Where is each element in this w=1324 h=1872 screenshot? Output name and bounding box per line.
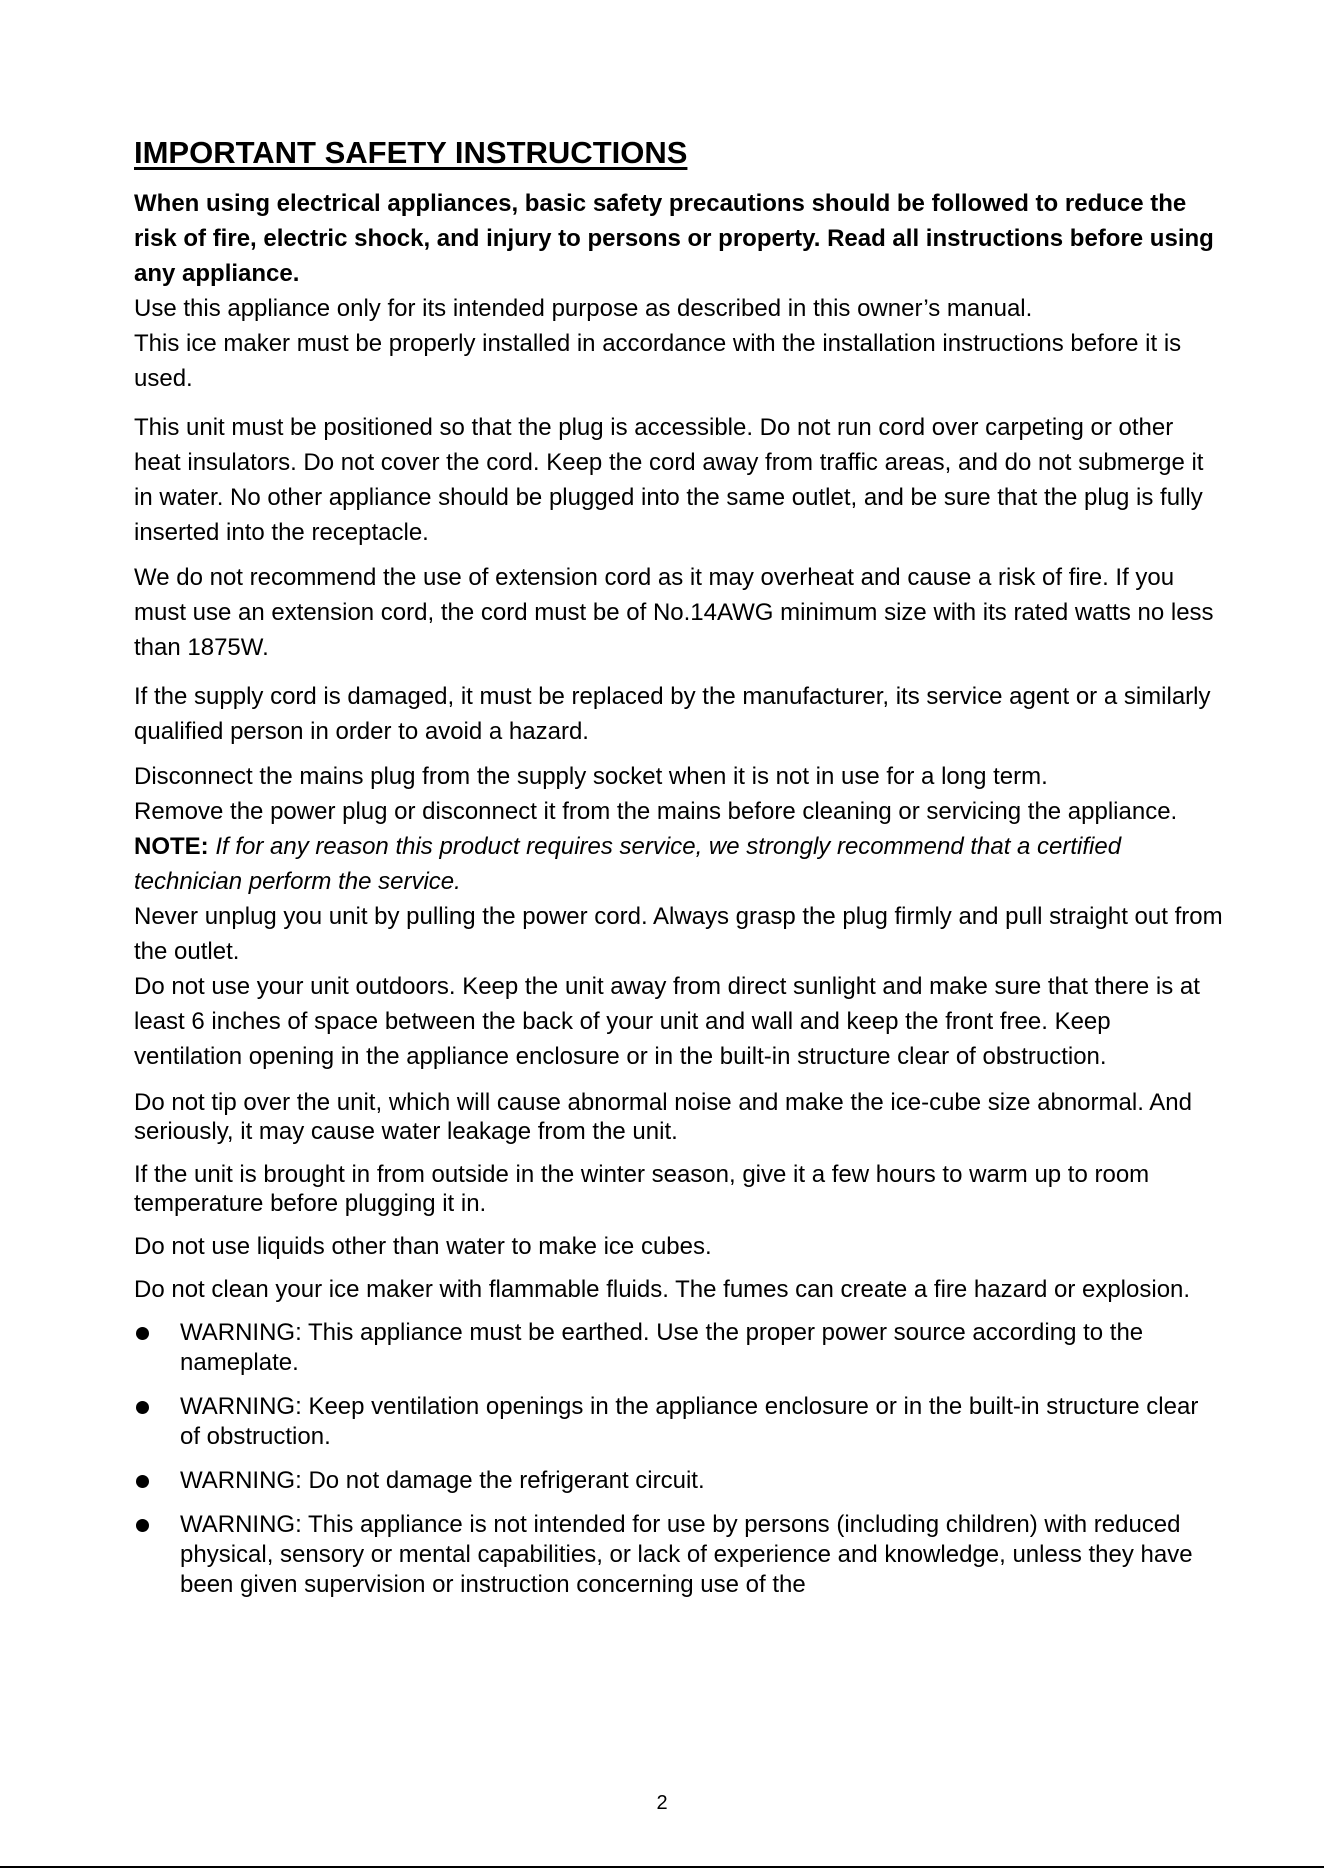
intro-paragraph: When using electrical appliances, basic safety precautions should be followed to reduce the risk of fire, electric shock, and injury to persons or property. Read all instructions before using any appliance. xyxy=(134,190,1214,287)
paragraph-damaged-cord: If the supply cord is damaged, it must be replaced by the manufacturer, its service agent or a similarly qualified person in order to avoid a hazard. xyxy=(134,683,1211,745)
paragraph-installation: This ice maker must be properly installed in accordance with the installation instructions before it is used. xyxy=(134,330,1182,392)
bullet-icon xyxy=(136,1327,149,1340)
paragraph-outdoors: Do not use your unit outdoors. Keep the unit away from direct sunlight and make sure that there is at least 6 inches of space between the back of your unit and wall and keep the front free. Keep ventilation opening in the appliance enclosure or in the built-in structure clear of obstruction. xyxy=(134,973,1200,1070)
bullet-icon xyxy=(136,1519,149,1532)
note-label: NOTE: xyxy=(134,833,209,860)
paragraph-flammable: Do not clean your ice maker with flammable fluids. The fumes can create a fire hazard or explosion. xyxy=(134,1276,1191,1303)
warning-item xyxy=(134,1466,1224,1496)
paragraph-liquids: Do not use liquids other than water to make ice cubes. xyxy=(134,1233,712,1260)
warning-text: WARNING: This appliance must be earthed. Use the proper power source according to the nameplate. xyxy=(180,1319,1144,1376)
paragraph-positioning: This unit must be positioned so that the plug is accessible. Do not run cord over carpeting or other heat insulators. Do not cover the cord. Keep the cord away from traffic areas, and do not submerge it in water. No other appliance should be plugged into the same outlet, and be sure that the plug is fully inserted into the receptacle. xyxy=(134,414,1204,546)
paragraph-extension-cord: We do not recommend the use of extension cord as it may overheat and cause a risk of fire. If you must use an extension cord, the cord must be of No.14AWG minimum size with its rated watts no less than 1875W. xyxy=(134,564,1214,661)
page-number: 2 xyxy=(656,1792,668,1814)
warning-list xyxy=(134,1318,1224,1600)
paragraph-remove-plug xyxy=(134,794,1224,899)
remove-plug-text: Remove the power plug or disconnect it from the mains before cleaning or servicing the appliance. xyxy=(134,798,1178,825)
paragraph-intended-use: Use this appliance only for its intended purpose as described in this owner’s manual. xyxy=(134,295,1033,322)
paragraph-unplug: Never unplug you unit by pulling the power cord. Always grasp the plug firmly and pull straight out from the outlet. xyxy=(134,903,1223,965)
warning-text: WARNING: Keep ventilation openings in the appliance enclosure or in the built-in structure clear of obstruction. xyxy=(180,1393,1199,1450)
document-page xyxy=(134,132,1224,1600)
warning-item xyxy=(134,1392,1224,1452)
warning-text: WARNING: Do not damage the refrigerant circuit. xyxy=(180,1467,705,1494)
paragraph-winter: If the unit is brought in from outside in the winter season, give it a few hours to warm up to room temperature before plugging it in. xyxy=(134,1161,1150,1217)
warning-text: WARNING: This appliance is not intended for use by persons (including children) with reduced physical, sensory or mental capabilities, or lack of experience and knowledge, unless they have been given supervision or instruction concerning use of the xyxy=(180,1511,1193,1598)
bullet-icon xyxy=(136,1475,149,1488)
page-title: IMPORTANT SAFETY INSTRUCTIONS xyxy=(134,135,688,170)
warning-item xyxy=(134,1510,1224,1600)
paragraph-tip-over: Do not tip over the unit, which will cause abnormal noise and make the ice-cube size abnormal. And seriously, it may cause water leakage from the unit. xyxy=(134,1089,1192,1145)
note-text: If for any reason this product requires service, we strongly recommend that a certified technician perform the service. xyxy=(134,833,1122,895)
warning-item xyxy=(134,1318,1224,1378)
bullet-icon xyxy=(136,1401,149,1414)
paragraph-disconnect: Disconnect the mains plug from the supply socket when it is not in use for a long term. xyxy=(134,763,1048,790)
bottom-divider xyxy=(0,1866,1324,1868)
